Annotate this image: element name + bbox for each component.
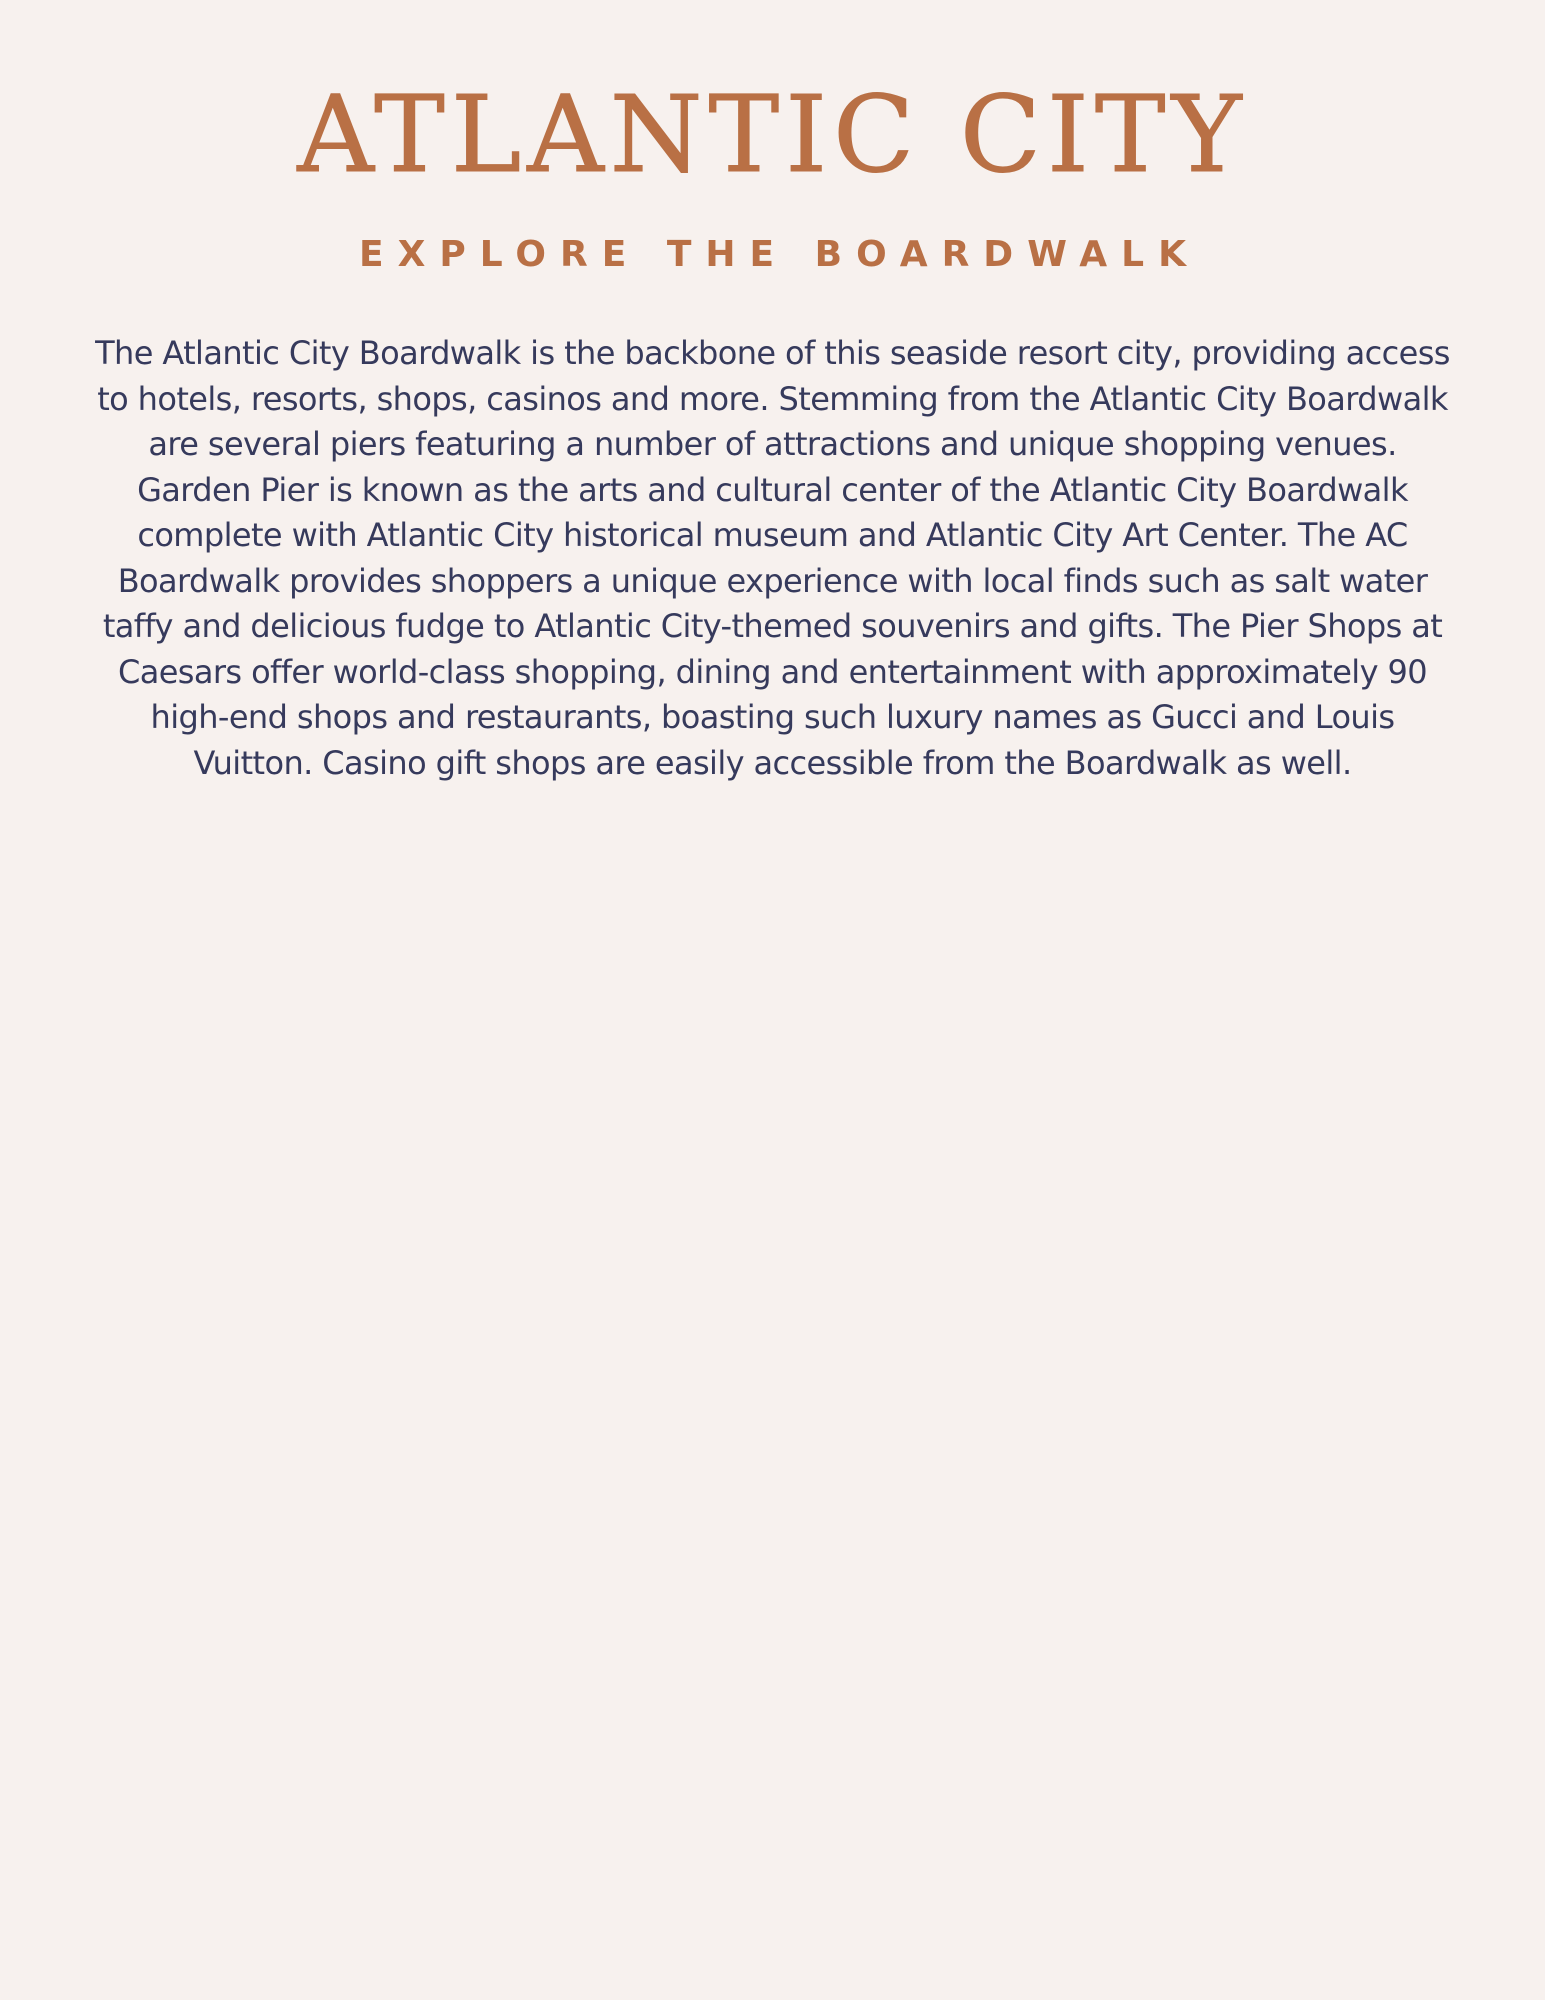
body-paragraph: The Atlantic City Boardwalk is the backbone of this seaside resort city, providing access to hotels, resorts, shops, casinos and more. Stemming from the Atlantic City Boardwalk are several piers featuring a number of attractions and unique shopping venues. Garden Pier is known as the arts and cultural center of the Atlantic City Boardwalk complete with Atlantic City historical museum and Atlantic City Art Center. The AC Boardwalk provides shoppers a unique experience with local finds such as salt water taffy and delicious fudge to Atlantic City-themed souvenirs and gifts. The Pier Shops at Caesars offer world-class shopping, dining and entertainment with approximately 90 high-end shops and restaurants, boasting such luxury names as Gucci and Louis Vuitton. Casino gift shops are easily accessible from the Boardwalk as well.: [95, 334, 1450, 782]
page-subtitle: EXPLORE THE BOARDWALK: [359, 234, 1200, 275]
page-title: ATLANTIC CITY: [297, 73, 1248, 196]
